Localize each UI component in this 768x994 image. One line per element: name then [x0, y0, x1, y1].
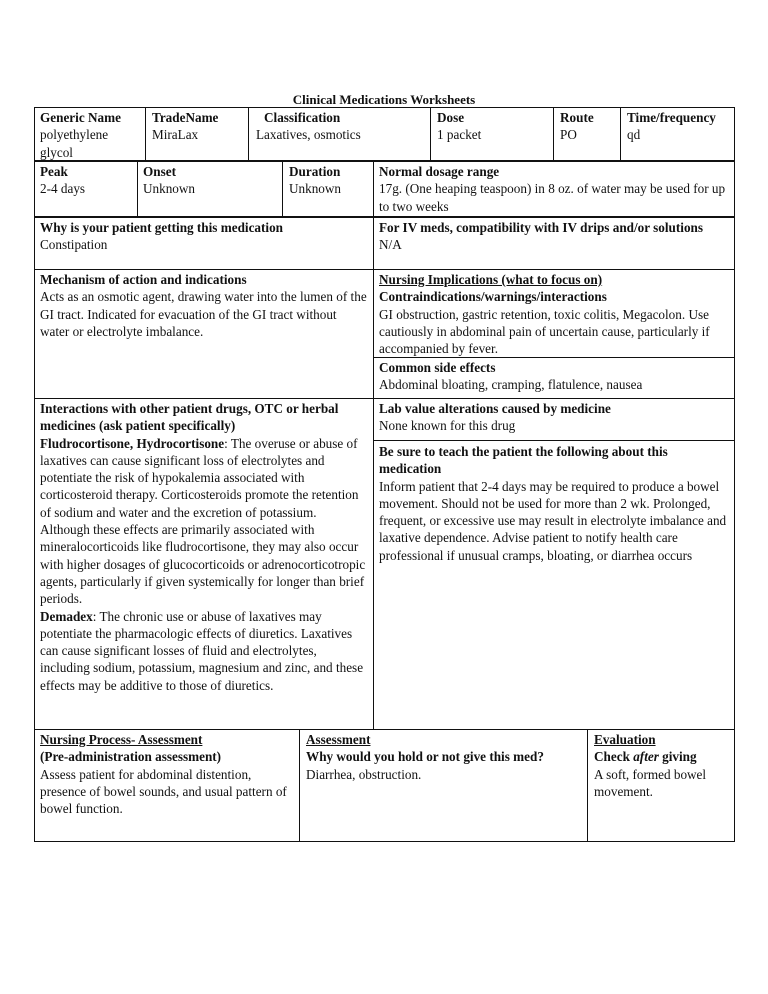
lab-values-value: None known for this drug [379, 418, 516, 434]
check-after-pre: Check [594, 749, 634, 765]
dose-header: Dose [437, 110, 465, 125]
interaction-drug-1: Fludrocortisone, Hydrocortisone [40, 435, 225, 451]
nursing-process-header: Nursing Process- Assessment [40, 732, 203, 747]
trade-name-cell [147, 108, 248, 145]
nursing-implications-header: Nursing Implications (what to focus on) [379, 272, 603, 287]
interaction-text-1: : The overuse or abuse of laxatives can cause significant loss of electrolytes and potentiate the risk of hypokalemia associated with corticosteroid therapy. Corticosteroids promote the retention of sodium and water and the excretion of potassium. Although these effects are primarily associated with mineralocorticoids like fludrocortisone, they may also occur with higher dosages of glucocorticoids or adrenocorticotropic agents, particularly if given systemically for longer than brief periods. [40, 435, 366, 607]
route-cell [555, 108, 620, 145]
check-after-header [594, 748, 729, 765]
peak-header: Peak [40, 164, 68, 179]
side-effects-cell [374, 358, 734, 395]
peak-cell [35, 162, 137, 199]
generic-name-cell [35, 108, 145, 162]
hold-med-header: Why would you hold or not give this med? [306, 749, 544, 765]
time-frequency-value: qd [627, 127, 641, 143]
time-frequency-header: Time/frequency [627, 110, 716, 125]
route-value: PO [560, 127, 577, 143]
why-medication-cell [35, 218, 373, 255]
evaluation-cell [589, 730, 734, 801]
mechanism-header: Mechanism of action and indications [40, 272, 247, 287]
interaction-paragraph-1 [40, 435, 368, 608]
contraindications-header: Contraindications/warnings/interactions [379, 289, 607, 305]
normal-dosage-value: 17g. (One heaping teaspoon) in 8 oz. of water may be used for up to two weeks [379, 181, 726, 214]
mechanism-cell [35, 270, 373, 341]
classification-header: Classification [264, 110, 341, 125]
check-after-emphasis: after [633, 749, 659, 765]
patient-teaching-cell [374, 442, 734, 565]
side-effects-header: Common side effects [379, 360, 496, 375]
interaction-paragraph-2 [40, 608, 368, 694]
interaction-text-2: : The chronic use or abuse of laxatives may potentiate the pharmacologic effects of diuretics. Laxatives can cause significant losses of fluid and electrolytes, including sodium, potassium, magnesium and zinc, and these effects may be additive to those of diuretics. [40, 608, 364, 693]
assessment-header: Assessment [306, 732, 371, 747]
trade-name-header: TradeName [152, 110, 219, 125]
patient-teaching-value: Inform patient that 2-4 days may be required to produce a bowel movement. Should not be used for more than 2 wk. Prolonged, frequent, or excessive use may result in electrolyte imbalance and laxative dependence. Advise patient to notify health care professional if unusual cramps, bloating, or diarrhea occurs [379, 478, 727, 563]
nursing-process-value: Assess patient for abdominal distention, presence of bowel sounds, and usual pattern of bowel function. [40, 766, 287, 817]
pre-administration-header: (Pre-administration assessment) [40, 749, 222, 765]
lab-values-cell [374, 399, 734, 436]
page-title: Clinical Medications Worksheets [292, 92, 476, 107]
evaluation-header: Evaluation [594, 732, 656, 747]
iv-compatibility-value: N/A [379, 237, 402, 253]
iv-compatibility-cell [374, 218, 734, 255]
side-effects-value: Abdominal bloating, cramping, flatulence, nausea [379, 377, 643, 393]
mechanism-value: Acts as an osmotic agent, drawing water into the lumen of the GI tract. Indicated for evacuation of the GI tract without water or electrolyte imbalance. [40, 289, 367, 339]
contraindications-value: GI obstruction, gastric retention, toxic colitis, Megacolon. Use cautiously in abdominal pain of uncertain cause, particularly if accompanied by fever. [379, 306, 710, 357]
normal-dosage-cell [374, 162, 734, 216]
classification-cell [250, 108, 430, 145]
evaluation-value: A soft, formed bowel movement. [594, 766, 707, 799]
assessment-cell [301, 730, 587, 784]
generic-name-value: polyethylene glycol [40, 127, 109, 160]
why-medication-header: Why is your patient getting this medication [40, 220, 284, 235]
nursing-process-cell [35, 730, 299, 818]
interaction-drug-2: Demadex [40, 608, 93, 624]
iv-compatibility-header: For IV meds, compatibility with IV drips and/or solutions [379, 220, 704, 235]
trade-name-value: MiraLax [152, 127, 199, 143]
duration-header: Duration [289, 164, 341, 179]
onset-cell [138, 162, 282, 199]
normal-dosage-header: Normal dosage range [379, 164, 500, 179]
dose-cell [432, 108, 553, 145]
nursing-implications-cell [374, 270, 734, 358]
onset-value: Unknown [143, 181, 196, 197]
duration-cell [284, 162, 373, 199]
time-frequency-cell [622, 108, 734, 145]
why-medication-value: Constipation [40, 237, 108, 253]
classification-value: Laxatives, osmotics [256, 127, 361, 143]
route-header: Route [560, 110, 594, 125]
peak-value: 2-4 days [40, 181, 86, 197]
lab-values-header: Lab value alterations caused by medicine [379, 401, 611, 416]
interactions-cell [35, 399, 373, 695]
dose-value: 1 packet [437, 127, 482, 143]
duration-value: Unknown [289, 181, 342, 197]
generic-name-header: Generic Name [40, 110, 121, 125]
patient-teaching-header: Be sure to teach the patient the following about this medication [379, 444, 668, 477]
interactions-header: Interactions with other patient drugs, OTC or herbal medicines (ask patient specifically) [40, 401, 339, 434]
assessment-value: Diarrhea, obstruction. [306, 766, 422, 782]
onset-header: Onset [143, 164, 176, 179]
check-after-post: giving [658, 749, 697, 765]
